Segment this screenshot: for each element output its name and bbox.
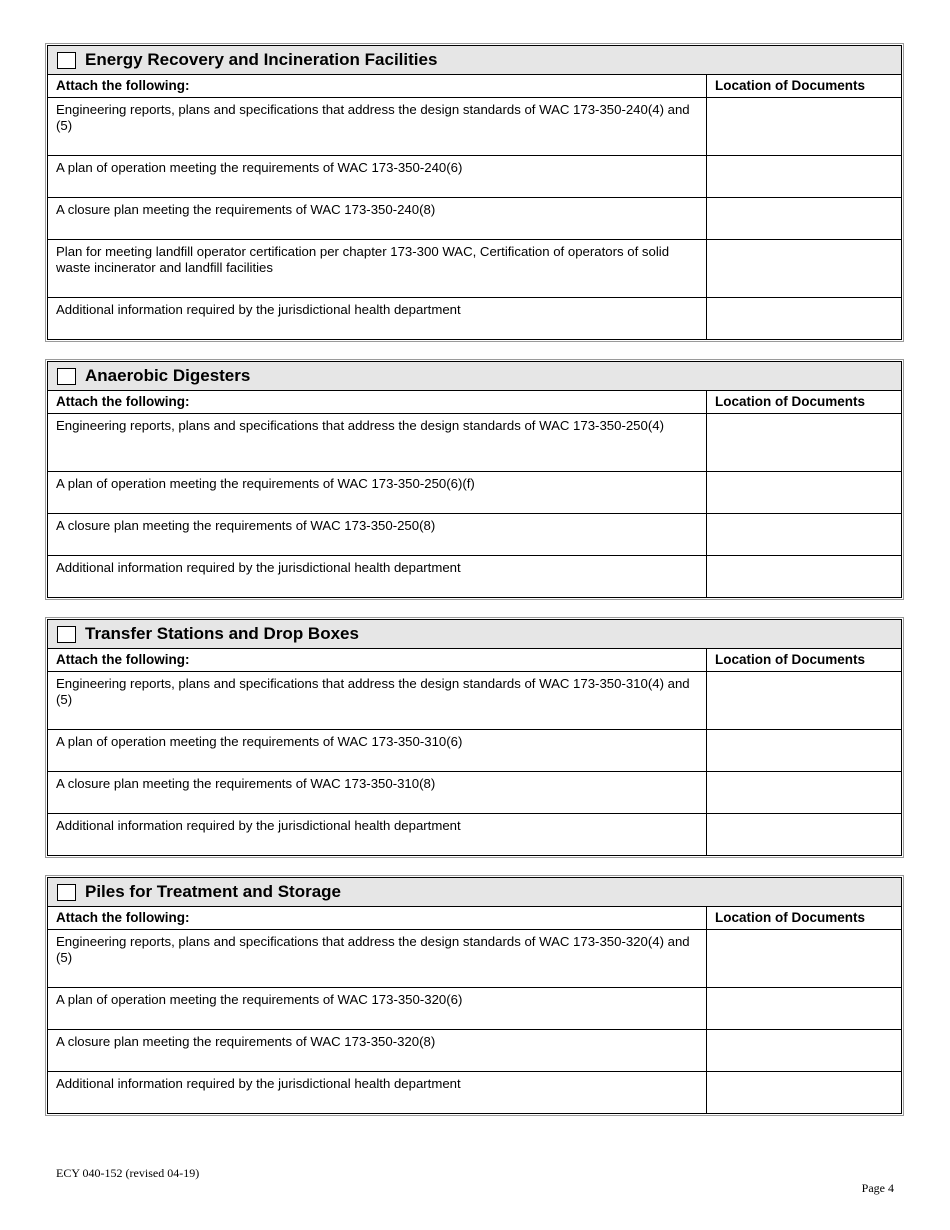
section-title: Anaerobic Digesters <box>85 366 251 385</box>
section-checkbox[interactable] <box>57 626 76 643</box>
requirement-text: Additional information required by the jurisdictional health department <box>48 298 707 339</box>
requirement-text: A plan of operation meeting the requirements of WAC 173-350-250(6)(f) <box>48 472 707 513</box>
location-field[interactable] <box>707 772 901 813</box>
requirement-text: A plan of operation meeting the requirements of WAC 173-350-310(6) <box>48 730 707 771</box>
table-row <box>48 671 901 729</box>
location-field[interactable] <box>707 930 901 987</box>
requirement-text: A plan of operation meeting the requirements of WAC 173-350-320(6) <box>48 988 707 1029</box>
requirement-text: Additional information required by the jurisdictional health department <box>48 556 707 597</box>
table-row <box>48 155 901 197</box>
table-row <box>48 813 901 855</box>
location-field[interactable] <box>707 988 901 1029</box>
section-title: Transfer Stations and Drop Boxes <box>85 624 359 643</box>
page-number: Page 4 <box>861 1181 894 1195</box>
requirement-text: Additional information required by the jurisdictional health department <box>48 1072 707 1113</box>
location-field[interactable] <box>707 1072 901 1113</box>
location-header: Location of Documents <box>715 910 866 925</box>
location-header: Location of Documents <box>715 394 866 409</box>
location-field[interactable] <box>707 472 901 513</box>
location-field[interactable] <box>707 240 901 297</box>
requirement-text: A closure plan meeting the requirements of WAC 173-350-310(8) <box>48 772 707 813</box>
table-row <box>48 1071 901 1113</box>
section-anaerobic-digesters <box>47 361 902 598</box>
attach-header: Attach the following: <box>48 649 707 671</box>
table-row <box>48 1029 901 1071</box>
table-row <box>48 97 901 155</box>
location-field[interactable] <box>707 1030 901 1071</box>
location-field[interactable] <box>707 730 901 771</box>
section-transfer-stations <box>47 619 902 856</box>
table-row <box>48 513 901 555</box>
location-field[interactable] <box>707 556 901 597</box>
table-header-row <box>48 75 901 97</box>
requirement-text: A closure plan meeting the requirements of WAC 173-350-240(8) <box>48 198 707 239</box>
section-checkbox[interactable] <box>57 884 76 901</box>
table-row <box>48 555 901 597</box>
location-header: Location of Documents <box>715 78 866 93</box>
requirement-text: A plan of operation meeting the requirements of WAC 173-350-240(6) <box>48 156 707 197</box>
table-row <box>48 771 901 813</box>
table-row <box>48 729 901 771</box>
section-checkbox[interactable] <box>57 52 76 69</box>
section-piles-treatment-storage <box>47 877 902 1114</box>
table-row <box>48 297 901 339</box>
section-title: Piles for Treatment and Storage <box>85 882 342 901</box>
table-row <box>48 413 901 471</box>
requirement-text: Engineering reports, plans and specifications that address the design standards of WAC 173-350-240(4) and (5) <box>48 98 707 155</box>
section-checkbox[interactable] <box>57 368 76 385</box>
table-row <box>48 471 901 513</box>
section-header <box>48 362 901 391</box>
section-energy-recovery <box>47 45 902 340</box>
attach-header: Attach the following: <box>48 907 707 929</box>
table-row <box>48 197 901 239</box>
section-header <box>48 878 901 907</box>
location-field[interactable] <box>707 198 901 239</box>
location-header: Location of Documents <box>715 652 866 667</box>
location-field[interactable] <box>707 514 901 555</box>
location-field[interactable] <box>707 298 901 339</box>
table-header-row <box>48 391 901 413</box>
requirement-text: A closure plan meeting the requirements of WAC 173-350-250(8) <box>48 514 707 555</box>
location-field[interactable] <box>707 98 901 155</box>
table-row <box>48 239 901 297</box>
requirement-text: Plan for meeting landfill operator certification per chapter 173-300 WAC, Certification of operators of solid waste incinerator and landfill facilities <box>48 240 707 297</box>
requirement-text: Additional information required by the jurisdictional health department <box>48 814 707 855</box>
section-header <box>48 46 901 75</box>
section-header <box>48 620 901 649</box>
attach-header: Attach the following: <box>48 391 707 413</box>
location-field[interactable] <box>707 814 901 855</box>
table-header-row <box>48 907 901 929</box>
requirement-text: Engineering reports, plans and specifications that address the design standards of WAC 173-350-250(4) <box>48 414 707 471</box>
attach-header: Attach the following: <box>48 75 707 97</box>
section-title: Energy Recovery and Incineration Facilities <box>85 50 438 69</box>
location-field[interactable] <box>707 156 901 197</box>
location-field[interactable] <box>707 672 901 729</box>
requirement-text: Engineering reports, plans and specifications that address the design standards of WAC 173-350-320(4) and (5) <box>48 930 707 987</box>
requirement-text: A closure plan meeting the requirements of WAC 173-350-320(8) <box>48 1030 707 1071</box>
location-field[interactable] <box>707 414 901 471</box>
form-identifier: ECY 040-152 (revised 04-19) <box>56 1166 200 1180</box>
table-header-row <box>48 649 901 671</box>
table-row <box>48 929 901 987</box>
table-row <box>48 987 901 1029</box>
requirement-text: Engineering reports, plans and specifications that address the design standards of WAC 173-350-310(4) and (5) <box>48 672 707 729</box>
